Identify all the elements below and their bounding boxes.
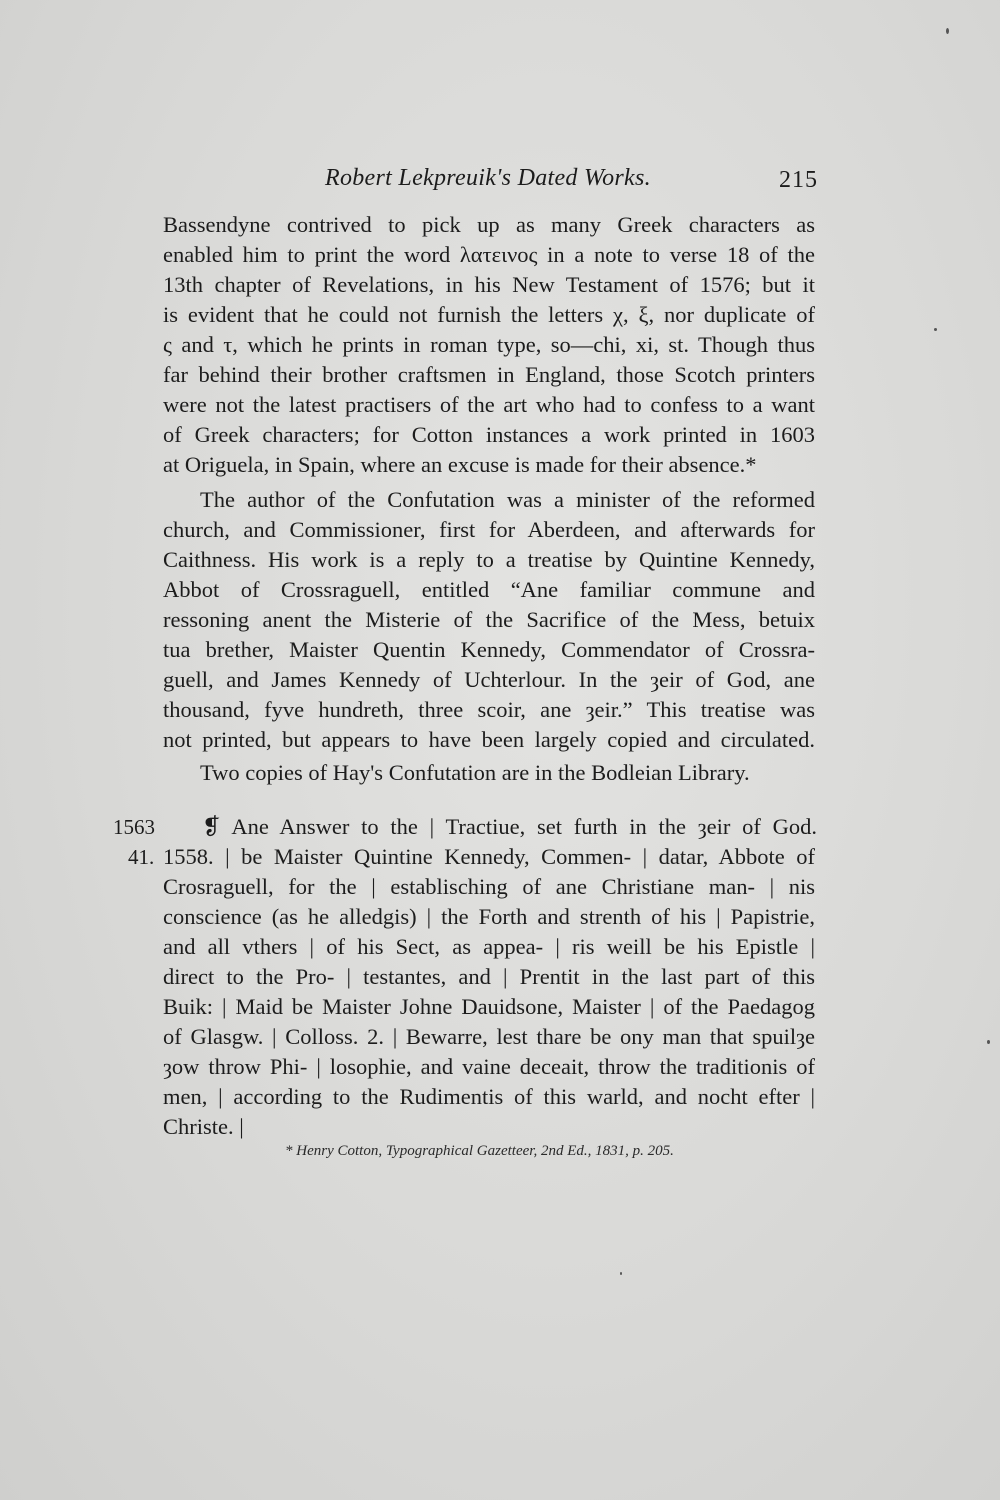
- entry-line: conscience (as he alledgis) | the Forth and strenth of his | Papistrie,: [163, 904, 815, 929]
- footnote: * Henry Cotton, Typographical Gazetteer, 2nd Ed., 1831, p. 205.: [285, 1143, 674, 1159]
- text-line: Bassendyne contrived to pick up as many Greek characters as: [163, 212, 815, 237]
- margin-number: 41.: [128, 845, 155, 869]
- text-line: church, and Commissioner, first for Aberdeen, and afterwards for: [163, 517, 815, 542]
- entry-line: men, | according to the Rudimentis of this warld, and nocht efter |: [163, 1084, 815, 1109]
- text-line: of Greek characters; for Cotton instances a work printed in 1603: [163, 422, 815, 447]
- running-title: Robert Lekpreuik's Dated Works.: [325, 165, 651, 191]
- paper-speck: [946, 28, 949, 34]
- text-line: thousand, fyve hundreth, three scoir, ane ȝeir.” This treatise was: [163, 697, 815, 722]
- entry-line: ȝow throw Phi- | losophie, and vaine deceait, throw the traditionis of: [163, 1054, 815, 1079]
- paper-speck: [620, 1272, 622, 1275]
- text-line: ς and τ, which he prints in roman type, so—chi, xi, st. Though thus: [163, 332, 815, 357]
- text-line: Two copies of Hay's Confutation are in the Bodleian Library.: [200, 760, 750, 785]
- text-line: at Origuela, in Spain, where an excuse is made for their absence.*: [163, 452, 757, 477]
- text-line: 13th chapter of Revelations, in his New Testament of 1576; but it: [163, 272, 815, 297]
- text-line: not printed, but appears to have been largely copied and circulated.: [163, 727, 815, 752]
- entry-line: ❡ Ane Answer to the | Tractiue, set furth in the ȝeir of God.: [202, 814, 817, 839]
- text-line: Abbot of Crossraguell, entitled “Ane familiar commune and: [163, 577, 815, 602]
- entry-line: 1558. | be Maister Quintine Kennedy, Commen- | datar, Abbote of: [163, 844, 815, 869]
- text-line: enabled him to print the word λατεινος in a note to verse 18 of the: [163, 242, 815, 267]
- entry-line: of Glasgw. | Colloss. 2. | Bewarre, lest thare be ony man that spuilȝe: [163, 1024, 815, 1049]
- entry-line: Christe. |: [163, 1114, 244, 1139]
- entry-line: Crosraguell, for the | establisching of ane Christiane man- | nis: [163, 874, 815, 899]
- text-line: were not the latest practisers of the art who had to confess to a want: [163, 392, 815, 417]
- text-line: ressoning anent the Misterie of the Sacrifice of the Mess, betuix: [163, 607, 815, 632]
- entry-line: direct to the Pro- | testantes, and | Prentit in the last part of this: [163, 964, 815, 989]
- text-line: Caithness. His work is a reply to a treatise by Quintine Kennedy,: [163, 547, 815, 572]
- margin-year: 1563: [113, 815, 155, 839]
- text-line: The author of the Confutation was a minister of the reformed: [200, 487, 815, 512]
- entry-line: and all vthers | of his Sect, as appea- | ris weill be his Epistle |: [163, 934, 815, 959]
- page-number: 215: [779, 167, 818, 193]
- text-line: is evident that he could not furnish the letters χ, ξ, nor duplicate of: [163, 302, 815, 327]
- paper-speck: [934, 328, 937, 331]
- paper-speck: [987, 1040, 990, 1044]
- text-line: far behind their brother craftsmen in England, those Scotch printers: [163, 362, 815, 387]
- running-head: [160, 160, 820, 196]
- entry-line: Buik: | Maid be Maister Johne Dauidsone, Maister | of the Paedagog: [163, 994, 815, 1019]
- text-line: guell, and James Kennedy of Uchterlour. In the ȝeir of God, ane: [163, 667, 815, 692]
- text-line: tua brether, Maister Quentin Kennedy, Commendator of Crossra-: [163, 637, 815, 662]
